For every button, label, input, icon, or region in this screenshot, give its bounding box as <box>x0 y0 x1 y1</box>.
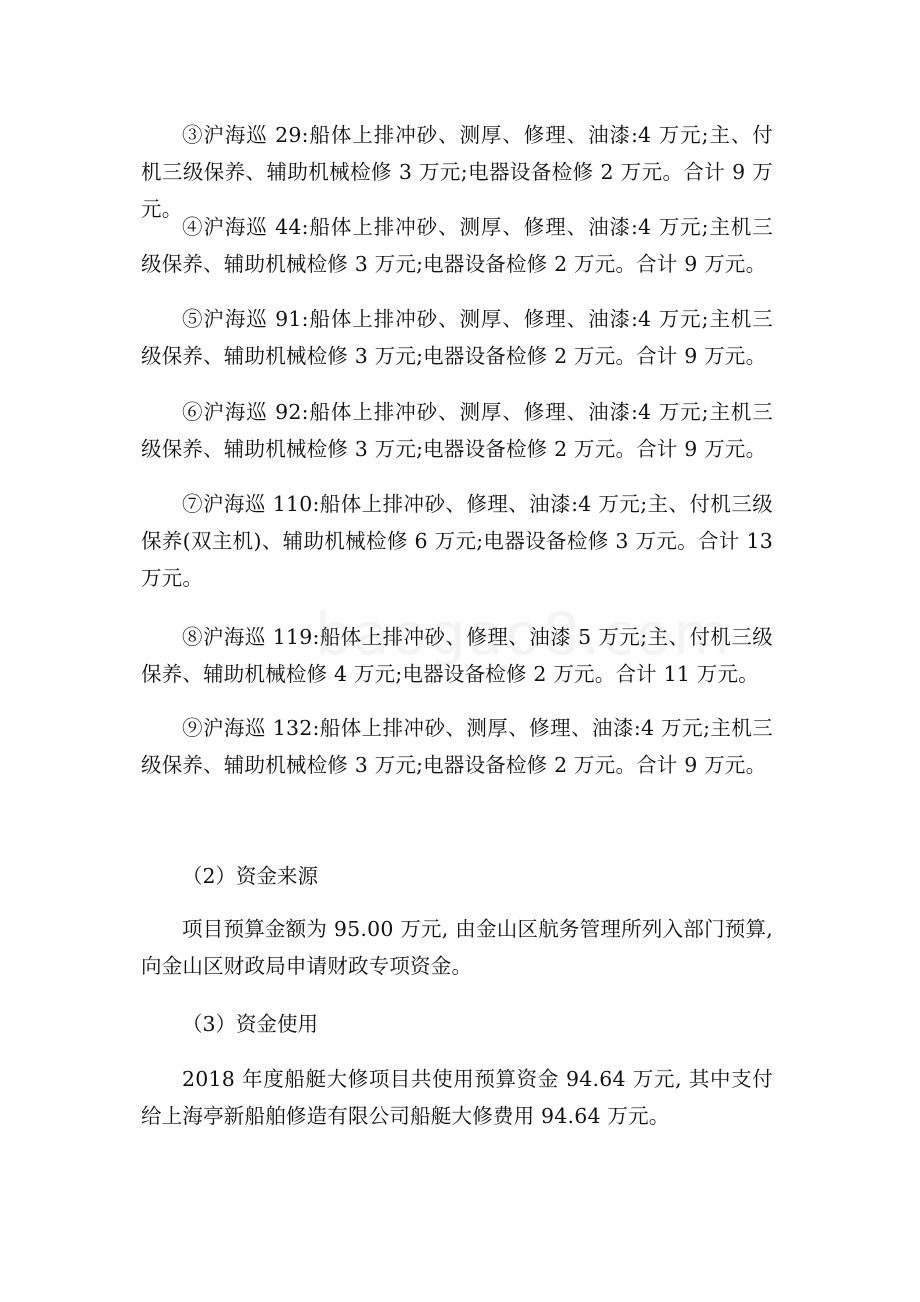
funding-usage-body: 2018 年度船艇大修项目共使用预算资金 94.64 万元, 其中支付给上海亭新船舶修造有限公司船艇大修费用 94.64 万元。 <box>141 1067 773 1128</box>
repair-item-4: ④沪海巡 44:船体上排冲砂、测厚、修理、油漆:4 万元;主机三级保养、辅助机械检修 3 万元;电器设备检修 2 万元。合计 9 万元。 <box>141 215 773 276</box>
section-heading-funding-usage: （3）资金使用 <box>182 1012 319 1036</box>
repair-item-7: ⑦沪海巡 110:船体上排冲砂、修理、油漆:4 万元;主、付机三级保养(双主机)、辅助机械检修 6 万元;电器设备检修 3 万元。合计 13 万元。 <box>141 492 773 590</box>
repair-item-9: ⑨沪海巡 132:船体上排冲砂、测厚、修理、油漆:4 万元;主机三级保养、辅助机械检修 3 万元;电器设备检修 2 万元。合计 9 万元。 <box>141 716 773 777</box>
repair-item-8: ⑧沪海巡 119:船体上排冲砂、修理、油漆 5 万元;主、付机三级保养、辅助机械检修 4 万元;电器设备检修 2 万元。合计 11 万元。 <box>141 625 773 686</box>
funding-source-body: 项目预算金额为 95.00 万元, 由金山区航务管理所列入部门预算, 向金山区财政局申请财政专项资金。 <box>141 917 773 978</box>
repair-item-5: ⑤沪海巡 91:船体上排冲砂、测厚、修理、油漆:4 万元;主机三级保养、辅助机械检修 3 万元;电器设备检修 2 万元。合计 9 万元。 <box>141 307 773 368</box>
repair-item-3: ③沪海巡 29:船体上排冲砂、测厚、修理、油漆:4 万元;主、付机三级保养、辅助机械检修 3 万元;电器设备检修 2 万元。合计 9 万元。 <box>141 123 773 221</box>
repair-item-6: ⑥沪海巡 92:船体上排冲砂、测厚、修理、油漆:4 万元;主机三级保养、辅助机械检修 3 万元;电器设备检修 2 万元。合计 9 万元。 <box>141 400 773 461</box>
section-heading-funding-source: （2）资金来源 <box>182 864 319 888</box>
